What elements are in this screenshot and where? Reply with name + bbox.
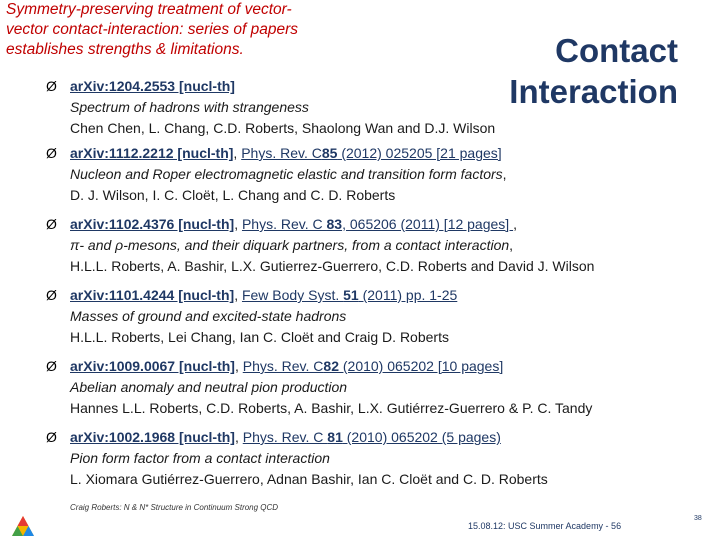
journal-name: Few Body Syst.: [241, 287, 344, 303]
paper-authors: H.L.L. Roberts, A. Bashir, L.X. Gutierrez-Guerrero, C.D. Roberts and David J. Wilson: [70, 258, 595, 274]
arxiv-link[interactable]: arXiv:1009.0067 [nucl-th]: [70, 358, 235, 374]
logo-icon: [11, 515, 35, 537]
reference-item: [46, 214, 706, 285]
paper-authors: H.L.L. Roberts, Lei Chang, Ian C. Cloët and Craig D. Roberts: [70, 329, 449, 345]
bullet-arrow-icon: Ø: [46, 429, 57, 445]
bullet-arrow-icon: Ø: [46, 358, 57, 374]
bullet-arrow-icon: Ø: [46, 287, 57, 303]
separator: ,: [233, 145, 242, 161]
journal-volume: 51: [343, 287, 359, 303]
journal-name: Phys. Rev. C: [242, 429, 328, 445]
journal-name: Phys. Rev. C: [242, 358, 324, 374]
journal-details: (2010) 065202 [10 pages]: [338, 358, 504, 374]
intro-line: vector contact-interaction: series of papers: [6, 21, 299, 38]
journal-name: Phys. Rev. C: [241, 216, 327, 232]
journal-volume: 85: [321, 145, 338, 161]
bullet-arrow-icon: Ø: [46, 78, 57, 94]
paper-authors: Hannes L.L. Roberts, C.D. Roberts, A. Bashir, L.X. Gutiérrez-Guerrero & P. C. Tandy: [70, 400, 593, 416]
journal-volume: 82: [323, 358, 339, 374]
journal-link[interactable]: [243, 429, 501, 445]
separator: ,: [234, 216, 242, 232]
journal-volume: 83: [326, 216, 343, 232]
page-number: 38: [694, 515, 702, 522]
paper-authors: D. J. Wilson, I. C. Cloët, L. Chang and C. D. Roberts: [70, 187, 396, 203]
bullet-arrow-icon: Ø: [46, 216, 57, 232]
intro-text: [6, 0, 366, 60]
paper-title: Spectrum of hadrons with strangeness: [70, 99, 309, 115]
paper-title: Abelian anomaly and neutral pion production: [70, 379, 348, 395]
title-tail: ,: [509, 237, 514, 253]
footer-credit: Craig Roberts: N & N* Structure in Continuum Strong QCD: [70, 503, 279, 512]
journal-link[interactable]: [243, 358, 503, 374]
arxiv-link[interactable]: arXiv:1101.4244 [nucl-th]: [70, 287, 235, 303]
journal-details: (2011) pp. 1-25: [358, 287, 458, 303]
journal-link[interactable]: [242, 216, 513, 232]
intro-line: establishes strengths & limitations.: [6, 41, 244, 58]
arxiv-link[interactable]: arXiv:1112.2212 [nucl-th]: [70, 145, 234, 161]
paper-title: π- and ρ-mesons, and their diquark partners, from a contact interaction: [70, 237, 510, 253]
journal-tail: ,: [513, 216, 517, 232]
slide-title-line: Interaction: [509, 73, 678, 110]
intro-line: Symmetry-preserving treatment of vector-: [6, 1, 292, 18]
arxiv-link[interactable]: arXiv:1102.4376 [nucl-th]: [70, 216, 235, 232]
journal-details: (2012) 025205 [21 pages]: [337, 145, 502, 161]
slide-title-line: Contact: [555, 32, 678, 69]
journal-details: , 065206 (2011) [12 pages]: [342, 216, 514, 232]
paper-authors: L. Xiomara Gutiérrez-Guerrero, Adnan Bashir, Ian C. Cloët and C. D. Roberts: [70, 471, 548, 487]
reference-item: [46, 285, 706, 356]
journal-volume: 81: [327, 429, 343, 445]
reference-item: [46, 76, 706, 139]
paper-title: Pion form factor from a contact interaction: [70, 450, 330, 466]
reference-item: [46, 143, 706, 214]
journal-details: (2010) 065202 (5 pages): [342, 429, 501, 445]
journal-link[interactable]: [242, 287, 457, 303]
arxiv-link[interactable]: arXiv:1002.1968 [nucl-th]: [70, 429, 235, 445]
paper-title: Masses of ground and excited-state hadrons: [70, 308, 347, 324]
reference-item: [46, 427, 706, 493]
separator: ,: [234, 358, 243, 374]
bullet-arrow-icon: Ø: [46, 145, 57, 161]
reference-list: [46, 76, 706, 493]
paper-title: Nucleon and Roper electromagnetic elastic and transition form factors: [70, 166, 503, 182]
paper-authors: Chen Chen, L. Chang, C.D. Roberts, Shaolong Wan and D.J. Wilson: [70, 120, 496, 136]
reference-item: [46, 356, 706, 427]
separator: ,: [234, 429, 243, 445]
journal-name: Phys. Rev. C: [241, 145, 322, 161]
arxiv-link[interactable]: arXiv:1204.2553 [nucl-th]: [70, 78, 235, 94]
separator: ,: [234, 287, 242, 303]
journal-link[interactable]: [241, 145, 501, 161]
title-tail: ,: [502, 166, 507, 182]
footer-date: 15.08.12: USC Summer Academy - 56: [468, 521, 622, 531]
